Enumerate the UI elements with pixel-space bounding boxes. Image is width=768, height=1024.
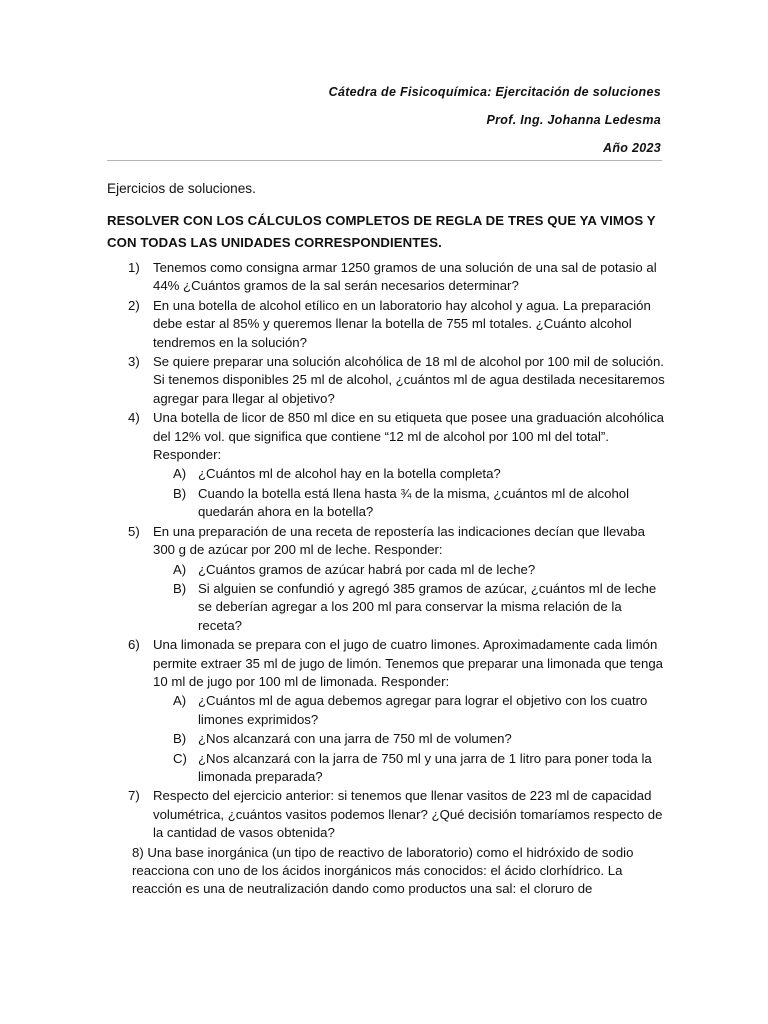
- sub-question-text: ¿Cuántos ml de agua debemos agregar para lograr el objetivo con los cuatro limones exprimidos?: [198, 693, 648, 727]
- exercise-item: [107, 787, 667, 842]
- exercise-text: En una preparación de una receta de repostería las indicaciones decían que llevaba 300 g de azúcar por 200 ml de leche. Responder:: [153, 523, 645, 558]
- sub-question: [107, 730, 667, 748]
- exercise-number: 1): [128, 260, 140, 275]
- instruction-heading: RESOLVER CON LOS CÁLCULOS COMPLETOS DE REGLA DE TRES QUE YA VIMOS Y CON TODAS LAS UNIDADES CORRESPONDIENTES.: [107, 213, 656, 250]
- sub-question-text: Si alguien se confundió y agregó 385 gramos de azúcar, ¿cuántos ml de leche se deberían agregar a los 200 ml para conservar la misma relación de la receta?: [198, 580, 657, 633]
- exercise-number: 6): [128, 637, 140, 653]
- exercise-list: [107, 259, 667, 899]
- exercise-text: Una base inorgánica (un tipo de reactivo de laboratorio) como el hidróxido de sodio reacciona con uno de los ácidos inorgánicos más conocidos: el ácido clorhídrico. La reacción es una de neutralización dando como productos una sal: el cloruro de: [132, 844, 634, 897]
- exercise-number: 5): [128, 523, 140, 539]
- exercise-item-8: [107, 844, 667, 899]
- sub-question-text: ¿Cuántos ml de alcohol hay en la botella completa?: [198, 466, 501, 482]
- sub-question-letter: C): [173, 750, 187, 766]
- exercise-text: En una botella de alcohol etílico en un laboratorio hay alcohol y agua. La preparación debe estar al 85% y queremos llenar la botella de 755 ml totales. ¿Cuánto alcohol tendremos en la solución?: [153, 297, 651, 350]
- sub-question-letter: A): [173, 561, 187, 577]
- header-divider: [107, 160, 662, 161]
- exercise-text: Una limonada se prepara con el jugo de cuatro limones. Aproximadamente cada limón permite extraer 35 ml de jugo de limón. Tenemos que preparar una limonada que tenga 10 ml de jugo por 100 ml de limonada. Responder:: [153, 637, 663, 689]
- exercise-number: 2): [128, 297, 140, 313]
- exercise-item: [107, 636, 667, 691]
- exercise-number: 3): [128, 354, 140, 370]
- exercise-number: 8): [132, 844, 144, 860]
- sub-question-letter: B): [173, 580, 187, 596]
- sub-question: [107, 750, 667, 787]
- exercise-item: [107, 259, 667, 296]
- exercise-text: Tenemos como consigna armar 1250 gramos de una solución de una sal de potasio al 44% ¿Cuántos gramos de la sal serán necesarios determinar?: [153, 260, 657, 294]
- sub-question-text: Cuando la botella está llena hasta ¾ de la misma, ¿cuántos ml de alcohol quedarán ahora en la botella?: [198, 485, 630, 520]
- exercise-item: [107, 523, 667, 560]
- exercise-text: Respecto del ejercicio anterior: si tenemos que llenar vasitos de 223 ml de capacidad volumétrica, ¿cuántos vasitos podemos llenar? ¿Qué decisión tomaríamos respecto de la cantidad de vasos obtenida?: [153, 788, 663, 841]
- sub-question-text: ¿Nos alcanzará con una jarra de 750 ml de volumen?: [198, 731, 512, 747]
- exercise-item: [107, 409, 667, 464]
- exercise-number: 4): [128, 410, 140, 426]
- sub-question-letter: A): [173, 693, 187, 709]
- intro-text: Ejercicios de soluciones.: [107, 181, 256, 196]
- exercise-number: 7): [128, 788, 140, 804]
- exercise-item: [107, 297, 667, 352]
- sub-question: [107, 692, 667, 729]
- sub-question-text: ¿Nos alcanzará con la jarra de 750 ml y una jarra de 1 litro para poner toda la limonada preparada?: [198, 750, 652, 784]
- header-course-title: Cátedra de Fisicoquímica: Ejercitación de soluciones: [328, 85, 661, 99]
- sub-question-letter: A): [173, 466, 187, 482]
- sub-question-letter: B): [173, 731, 187, 747]
- header-professor: Prof. Ing. Johanna Ledesma: [486, 113, 661, 127]
- sub-question-text: ¿Cuántos gramos de azúcar habrá por cada ml de leche?: [198, 561, 536, 577]
- header-year: Año 2023: [603, 141, 661, 155]
- sub-question: [107, 561, 667, 579]
- sub-question: [107, 465, 667, 483]
- exercise-text: Se quiere preparar una solución alcohólica de 18 ml de alcohol por 100 mil de solución. Si tenemos disponibles 25 ml de alcohol, ¿cuántos ml de agua destilada necesitaremos agregar para llegar al objetivo?: [153, 354, 665, 406]
- exercise-text: Una botella de licor de 850 ml dice en su etiqueta que posee una graduación alcohólica del 12% vol. que significa que contiene “12 ml de alcohol por 100 ml del total”. Responder:: [153, 410, 665, 463]
- sub-question: [107, 580, 667, 635]
- sub-question: [107, 485, 667, 522]
- sub-question-letter: B): [173, 485, 187, 501]
- exercise-item: [107, 353, 667, 408]
